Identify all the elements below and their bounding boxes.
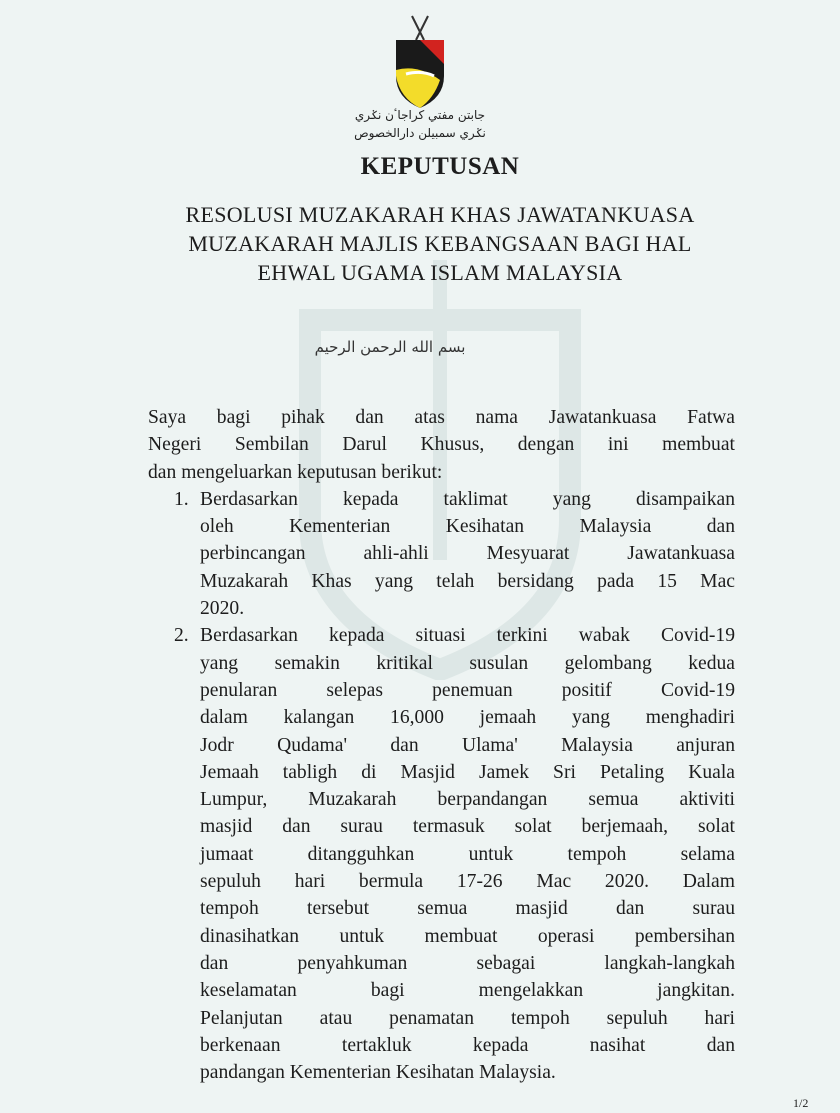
bismillah-text: بسم الله الرحمن الرحيم	[314, 338, 466, 356]
subtitle-line: MUZAKARAH MAJLIS KEBANGSAAN BAGI HAL	[188, 231, 692, 256]
document-subtitle	[0, 200, 840, 287]
text-line: dan mengeluarkan keputusan berikut:	[148, 461, 443, 483]
negeri-sembilan-crest-icon	[392, 14, 448, 110]
text-line: Lumpur, Muzakarah berpandangan semua aktiviti	[200, 789, 735, 811]
item-number: 2.	[174, 625, 189, 647]
page-number: 1/2	[793, 1096, 809, 1110]
text-line: keselamatan bagi mengelakkan jangkitan.	[200, 980, 735, 1002]
text-line: Berdasarkan kepada taklimat yang disampaikan	[200, 488, 735, 510]
text-line: pandangan Kementerian Kesihatan Malaysia.	[200, 1062, 556, 1084]
text-line: sepuluh hari bermula 17-26 Mac 2020. Dalam	[200, 871, 735, 893]
intro-paragraph	[148, 404, 735, 486]
text-line: dinasihatkan untuk membuat operasi pembersihan	[200, 925, 735, 947]
text-line: dalam kalangan 16,000 jemaah yang menghadiri	[200, 707, 735, 729]
subtitle-line: EHWAL UGAMA ISLAM MALAYSIA	[257, 260, 623, 285]
bismillah-calligraphy	[300, 338, 480, 372]
text-line: Jodr Qudama' dan Ulama' Malaysia anjuran	[200, 734, 735, 756]
text-line: masjid dan surau termasuk solat berjemaah, solat	[200, 816, 735, 838]
resolution-list	[148, 486, 735, 1087]
text-line: Muzakarah Khas yang telah bersidang pada 15 Mac	[200, 570, 735, 592]
state-name-jawi: نݢري سمبيلن دارالخصوص	[354, 126, 486, 140]
document-title: KEPUTUSAN	[360, 153, 520, 180]
text-line: Pelanjutan atau penamatan tempoh sepuluh hari	[200, 1007, 735, 1029]
text-line: Berdasarkan kepada situasi terkini wabak Covid-19	[200, 625, 735, 647]
text-line: tempoh tersebut semua masjid dan surau	[200, 898, 735, 920]
text-line: Saya bagi pihak dan atas nama Jawatankuasa Fatwa	[148, 407, 735, 428]
text-line: 2020.	[200, 598, 245, 620]
text-line: oleh Kementerian Kesihatan Malaysia dan	[200, 516, 735, 538]
text-line: perbincangan ahli-ahli Mesyuarat Jawatankuasa	[200, 543, 735, 565]
resolution-item	[148, 486, 735, 622]
text-line: jumaat ditangguhkan untuk tempoh selama	[200, 843, 735, 865]
text-line: berkenaan tertakluk kepada nasihat dan	[200, 1034, 735, 1056]
text-line: Jemaah tabligh di Masjid Jamek Sri Petaling Kuala	[200, 761, 735, 783]
subtitle-line: RESOLUSI MUZAKARAH KHAS JAWATANKUASA	[185, 202, 695, 227]
text-line: penularan selepas penemuan positif Covid-19	[200, 679, 735, 701]
text-line: Negeri Sembilan Darul Khusus, dengan ini membuat	[148, 434, 735, 456]
text-line: yang semakin kritikal susulan gelombang kedua	[200, 652, 735, 674]
resolution-item	[148, 622, 735, 1086]
department-name-jawi: جابتن مفتي كراجاٴن نݢري	[354, 108, 486, 122]
text-line: dan penyahkuman sebagai langkah-langkah	[200, 952, 735, 974]
item-number: 1.	[174, 488, 189, 510]
document-body	[148, 404, 735, 1086]
